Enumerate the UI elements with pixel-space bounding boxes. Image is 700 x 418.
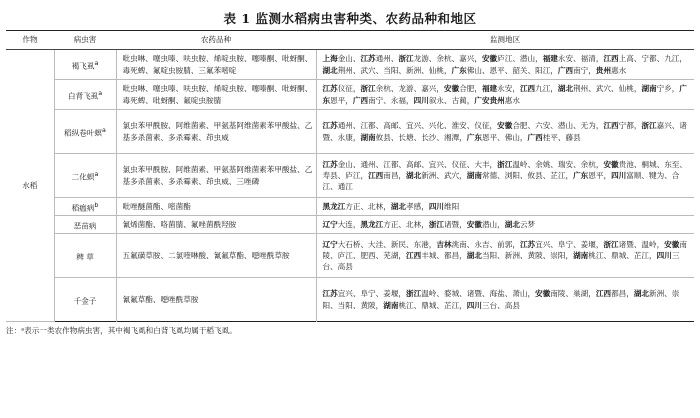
header-regions: 监测地区 [316, 31, 694, 50]
county-list: 贵池、桐城、东至、寿县、庐江， [322, 159, 687, 180]
county-list: 三台、高县 [322, 250, 680, 272]
header-agents: 农药品种 [116, 31, 316, 50]
province-name: 贵州 [489, 95, 505, 105]
pest-cell [54, 234, 116, 278]
county-list: 温岭、余姚、瑞安、余杭， [512, 159, 604, 169]
pesticide-agents-cell: 氯虫苯甲酰胺、阿维菌素、甲氨基阿维菌素苯甲酸盐、乙基多杀菌素、多杀霉素、茚虫威、三唑磷 [116, 154, 316, 198]
province-name: 安徽 [664, 239, 680, 249]
pest-cell [54, 50, 116, 80]
province-name: 浙江 [360, 84, 376, 94]
county-list: 诸暨、温岭， [618, 239, 665, 249]
table-header-row [6, 31, 694, 50]
monitoring-regions-cell [316, 216, 694, 234]
pest-name: 褐飞虱 [71, 61, 95, 71]
province-name: 安徽 [497, 121, 513, 131]
province-name: 湖南 [383, 300, 399, 310]
province-name: 湖北 [557, 84, 574, 94]
pest-footnote-marker: a [98, 89, 103, 97]
province-name: 江西 [406, 250, 422, 260]
county-list: 维阳 [444, 201, 460, 211]
table-row [6, 154, 694, 198]
county-list: 丰城、都昌， [421, 250, 467, 260]
county-list: 通州、江都、高邮、宜兴、兴化、淮安、仪征， [337, 121, 498, 131]
county-list: 惠水 [504, 95, 520, 105]
county-list: 南昌， [383, 170, 407, 180]
province-name: 四川 [428, 201, 444, 211]
province-name: 湖南 [360, 132, 376, 142]
county-list: 恩平， [588, 170, 612, 180]
province-name: 浙江 [497, 159, 513, 169]
county-list: 叙永、古蔺， [428, 95, 475, 105]
pest-name: 稻纵卷叶螟 [64, 128, 103, 138]
province-name: 江苏 [322, 159, 338, 169]
province-name: 浙江 [406, 289, 422, 299]
county-list: 大连， [337, 219, 361, 229]
province-name: 江苏 [360, 54, 376, 64]
province-name: 湖北 [390, 201, 407, 211]
monitoring-regions-cell [316, 198, 694, 216]
county-list: 宁乡， [656, 84, 680, 94]
county-list: 宜兴、阜宁、姜堰， [535, 239, 604, 249]
province-name: 吉林 [436, 239, 452, 249]
document-page [0, 8, 700, 418]
county-list: 三台、高县 [481, 300, 520, 310]
county-list: 上高、宁都、九江， [618, 54, 687, 64]
county-list: 嘉兴、诸暨、永康， [322, 121, 687, 142]
table-row [6, 234, 694, 278]
province-name: 四川 [413, 95, 429, 105]
province-name: 浙江 [641, 121, 657, 131]
province-name: 湖南 [641, 84, 657, 94]
province-name: 江苏 [322, 121, 338, 131]
pest-name: 二化螟 [71, 172, 95, 182]
province-name: 江苏 [519, 239, 536, 249]
county-list: 桃江、鼎城、芷江， [588, 250, 657, 260]
county-list: 仪征， [337, 84, 361, 94]
province-name: 辽宁 [322, 219, 338, 229]
county-list: 荆州、武穴、当阳、新洲、仙桃， [337, 65, 452, 75]
province-name: 广西 [527, 132, 543, 142]
province-name: 黑龙江 [322, 201, 346, 211]
province-name: 江西 [595, 289, 612, 299]
province-name: 福建 [481, 84, 498, 94]
province-name: 湖北 [406, 170, 422, 180]
monitoring-regions-cell [316, 234, 694, 278]
county-list: 恩平、佛山， [481, 132, 528, 142]
county-list: 常德、浏阳、攸县、芷江， [481, 170, 574, 180]
county-list: 庐江、潜山， [497, 54, 543, 64]
pesticide-agents-cell: 氰烯菌酯、咯菌腈、氟唑菌酰羟胺 [116, 216, 316, 234]
province-name: 安徽 [444, 84, 460, 94]
province-name: 上海 [322, 54, 338, 64]
header-crop: 作物 [6, 31, 54, 50]
county-list: 宜兴、阜宁、姜堰， [337, 289, 407, 299]
county-list: 金山、 [337, 54, 361, 64]
pesticide-agents-cell: 吡虫啉、噻虫嗪、呋虫胺、烯啶虫胺、噻嗪酮、吡蚜酮、毒死蜱、吡蚜酮、氟啶虫胺腈 [116, 80, 316, 110]
county-list: 金山、通州、江都、高邮、宜兴、仪征、大丰， [337, 159, 498, 169]
table-row [6, 198, 694, 216]
province-name: 安徽 [603, 159, 619, 169]
pest-cell [54, 80, 116, 110]
pesticide-agents-cell: 吡虫啉、噻虫嗪、呋虫胺、烯啶虫胺、噻嗪酮、吡蚜酮、毒死蜱、氟啶虫胺腈、三氟苯嘧啶 [116, 50, 316, 80]
monitoring-regions-cell [316, 80, 694, 110]
province-name: 浙江 [603, 239, 619, 249]
pest-name: 稻瘟病 [71, 203, 95, 213]
county-list: 余杭、龙游、嘉兴， [375, 84, 444, 94]
pest-cell [54, 154, 116, 198]
county-list: 新洲、武穴， [421, 170, 467, 180]
header-pest: 病虫害 [54, 31, 116, 50]
county-list: 诸暨， [444, 219, 467, 229]
pest-cell [54, 278, 116, 322]
province-name: 四川 [611, 170, 627, 180]
province-name: 江西 [603, 121, 619, 131]
province-name: 江西 [368, 170, 384, 180]
province-name: 广西 [352, 95, 369, 105]
pest-cell [54, 198, 116, 216]
province-name: 四川 [466, 300, 482, 310]
monitoring-regions-cell [316, 50, 694, 80]
monitoring-regions-cell [316, 154, 694, 198]
province-name: 黑龙江 [360, 219, 384, 229]
pest-footnote-marker: b [94, 201, 99, 209]
province-name: 贵州 [595, 65, 612, 75]
pesticide-agents-cell: 氯虫苯甲酰胺、阿维菌素、甲氨基阿维菌素苯甲酸盐、乙基多杀菌素、多杀霉素、茚虫威 [116, 110, 316, 154]
county-list: 荆州、武穴、仙桃， [573, 84, 642, 94]
county-list: 潜山， [481, 219, 505, 229]
province-name: 湖北 [322, 65, 338, 75]
table-row [6, 216, 694, 234]
province-name: 江西 [603, 54, 619, 64]
pest-cell [54, 216, 116, 234]
county-list: 桂平、藤县 [542, 132, 581, 142]
monitoring-regions-cell [316, 110, 694, 154]
county-list: 永安， [497, 84, 520, 94]
table-row [6, 110, 694, 154]
province-name: 辽宁 [322, 239, 338, 249]
table-body [6, 50, 694, 322]
pest-name: 稗 草 [76, 252, 94, 262]
county-list: 温岭、婺城、诸暨、海盐、萧山， [421, 289, 536, 299]
monitoring-regions-cell [316, 278, 694, 322]
county-list: 惠水 [611, 65, 627, 75]
province-name: 安徽 [466, 219, 482, 229]
province-name: 湖北 [633, 289, 650, 299]
county-list: 大石桥、大洼、新民、东港， [337, 239, 437, 249]
county-list: 佛山、恩平、韶关、阳江， [466, 65, 558, 75]
county-list: 孝感， [406, 201, 429, 211]
province-name: 广安 [474, 95, 490, 105]
pest-name: 千金子 [73, 296, 97, 306]
province-name: 广东 [573, 170, 589, 180]
pest-footnote-marker: a [94, 170, 99, 178]
table-row [6, 80, 694, 110]
pest-cell [54, 110, 116, 154]
county-list: 九江， [535, 84, 558, 94]
county-list: 龙游、余杭、嘉兴， [413, 54, 482, 64]
province-name: 广东 [322, 84, 687, 105]
county-list: 永安、福清， [557, 54, 604, 64]
pesticide-monitoring-table [6, 30, 694, 322]
pest-footnote-marker: a [102, 126, 106, 134]
province-name: 湖北 [504, 219, 520, 229]
province-name: 湖南 [466, 170, 482, 180]
pest-name: 恶苗病 [73, 221, 97, 231]
county-list: 都昌， [611, 289, 634, 299]
province-name: 安徽 [535, 289, 551, 299]
table-row [6, 50, 694, 80]
county-list: 南陵、巢湖， [550, 289, 596, 299]
table-title: 表 1 监测水稻病虫害种类、农药品种和地区 [223, 11, 477, 26]
county-list: 南宁， [573, 65, 596, 75]
province-name: 广西 [557, 65, 574, 75]
county-list: 云梦 [519, 219, 536, 229]
province-name: 湖北 [466, 250, 482, 260]
county-list: 宁都， [618, 121, 642, 131]
county-list: 攸县、长塘、长沙、湘潭， [375, 132, 467, 142]
table-footnote: 注：ᵃ表示一类农作物病虫害，其中褐飞虱和白背飞虱均属于稻飞虱。 [6, 326, 237, 335]
county-list: 方正、北林， [345, 201, 391, 211]
crop-cell: 水稻 [6, 50, 54, 322]
county-list: 南陵、庐江、肥西、芜湖， [322, 239, 687, 260]
pesticide-agents-cell: 氰氟草酯、噁唑酰草胺 [116, 278, 316, 322]
province-name: 福建 [542, 54, 558, 64]
province-name: 浙江 [428, 219, 444, 229]
province-name: 江西 [519, 84, 536, 94]
county-list: 新洲、崇阳、当阳、黄陂， [322, 289, 680, 310]
county-list: 通州、 [375, 54, 399, 64]
county-list: 方正、北林， [383, 219, 429, 229]
province-name: 广东 [466, 132, 482, 142]
county-list: 南宁、永福， [368, 95, 414, 105]
province-name: 江苏 [322, 289, 338, 299]
county-list: 合肥， [459, 84, 482, 94]
county-list: 桃江、鼎城、芷江， [398, 300, 467, 310]
province-name: 安徽 [481, 54, 498, 64]
pest-footnote-marker: a [94, 59, 99, 67]
province-name: 广东 [451, 65, 467, 75]
county-list: 合肥、六安、潜山、无为， [512, 121, 604, 131]
pesticide-agents-cell: 吡唑醚菌酯、嘧菌酯 [116, 198, 316, 216]
pesticide-agents-cell: 五氟磺草胺、二氯喹啉酸、氰氟草酯、噁唑酰草胺 [116, 234, 316, 278]
province-name: 四川 [656, 250, 672, 260]
province-name: 江苏 [322, 84, 338, 94]
province-name: 湖南 [573, 250, 589, 260]
table-row [6, 278, 694, 322]
county-list: 恩平， [330, 95, 353, 105]
county-list: 当阳、新洲、黄陂、崇阳， [481, 250, 574, 260]
province-name: 浙江 [398, 54, 414, 64]
county-list: 洮南、永吉、前郭， [451, 239, 520, 249]
county-list: 富顺、犍为、合江、通江 [322, 170, 680, 192]
pest-name: 白背飞虱 [67, 91, 99, 101]
